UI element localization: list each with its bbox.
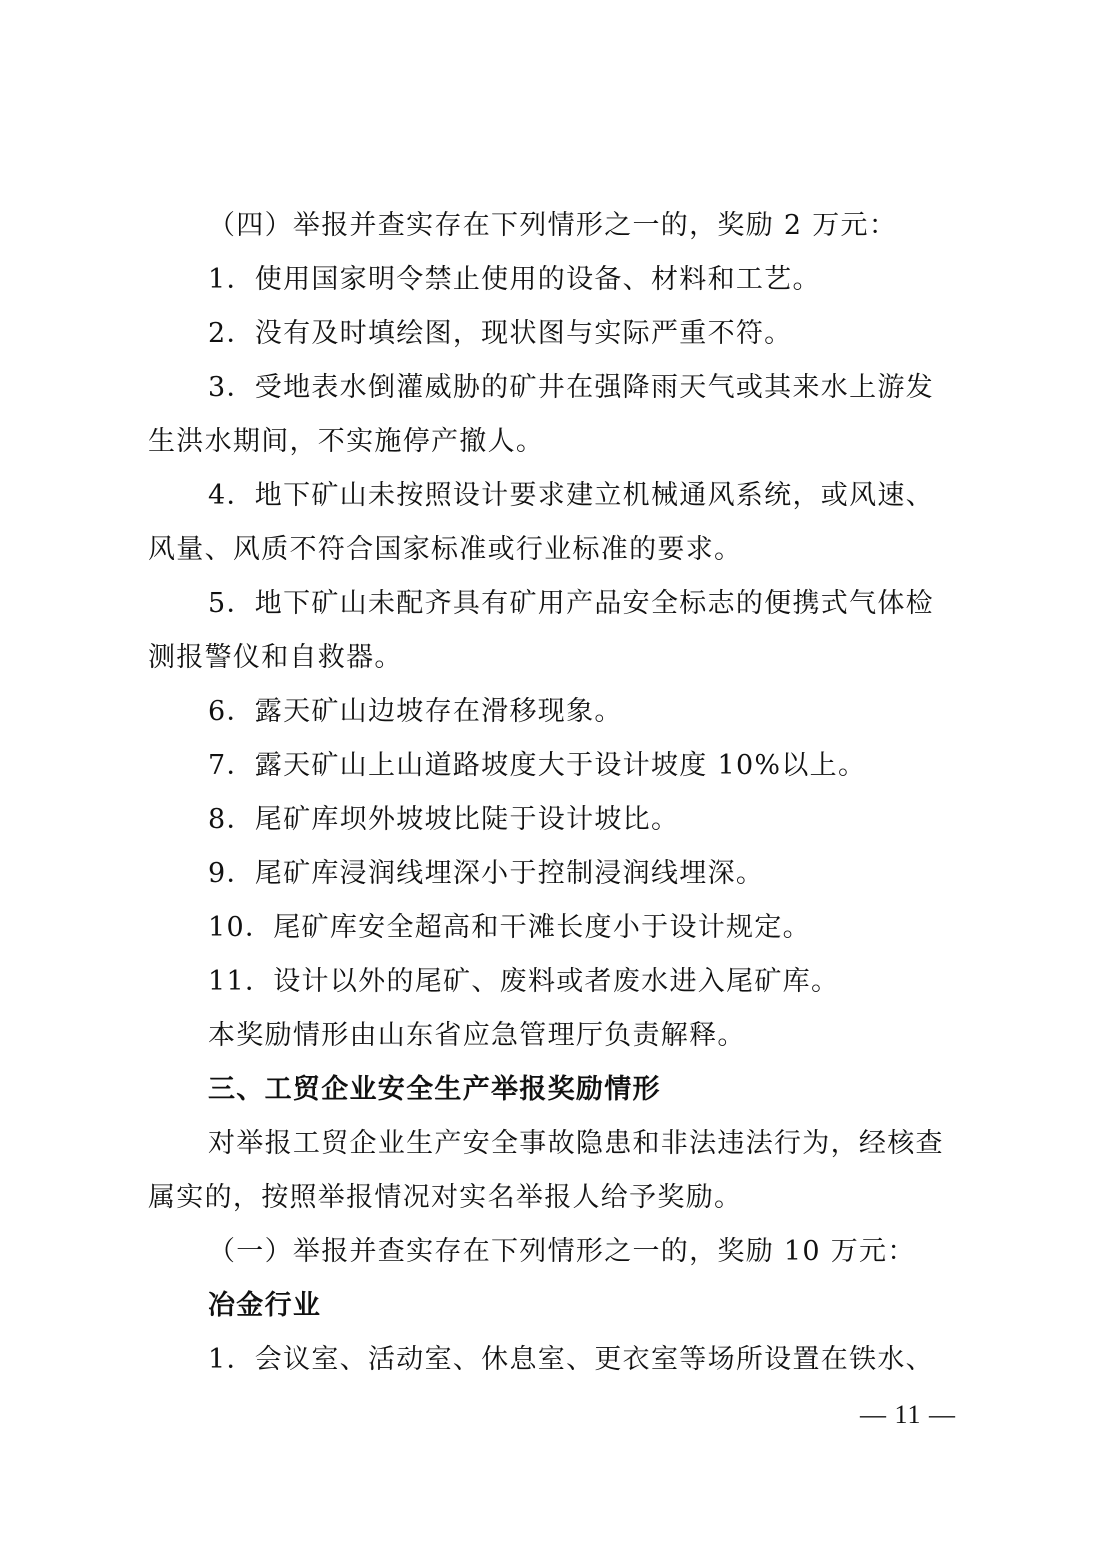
- item-10: 10．尾矿库安全超高和干滩长度小于设计规定。: [208, 912, 811, 943]
- item-4-line-1: 4．地下矿山未按照设计要求建立机械通风系统，或风速、: [208, 480, 934, 511]
- item-7: 7．露天矿山上山道路坡度大于设计坡度 10%以上。: [208, 750, 867, 781]
- metallurgy-item-1: 1．会议室、活动室、休息室、更衣室等场所设置在铁水、: [208, 1344, 934, 1375]
- item-11: 11．设计以外的尾矿、废料或者废水进入尾矿库。: [208, 966, 840, 997]
- item-5-line-1: 5．地下矿山未配齐具有矿用产品安全标志的便携式气体检: [208, 588, 934, 619]
- item-9: 9．尾矿库浸润线埋深小于控制浸润线埋深。: [208, 858, 765, 889]
- section-three-intro-line-2: 属实的，按照举报情况对实名举报人给予奖励。: [148, 1182, 743, 1213]
- section-three-heading: 三、工贸企业安全生产举报奖励情形: [208, 1074, 661, 1105]
- item-8: 8．尾矿库坝外坡坡比陡于设计坡比。: [208, 804, 680, 835]
- item-5-line-2: 测报警仪和自救器。: [148, 642, 403, 673]
- item-6: 6．露天矿山边坡存在滑移现象。: [208, 696, 623, 727]
- industry-heading: 冶金行业: [208, 1290, 322, 1321]
- page-number: — 11 —: [860, 1400, 957, 1429]
- item-3-line-1: 3．受地表水倒灌威胁的矿井在强降雨天气或其来水上游发: [208, 372, 934, 403]
- section-three-intro-line-1: 对举报工贸企业生产安全事故隐患和非法违法行为，经核查: [208, 1128, 944, 1159]
- item-4-line-2: 风量、风质不符合国家标准或行业标准的要求。: [148, 534, 743, 565]
- item-2: 2．没有及时填绘图，现状图与实际严重不符。: [208, 318, 793, 349]
- interpretation-note: 本奖励情形由山东省应急管理厅负责解释。: [208, 1020, 746, 1051]
- item-1: 1．使用国家明令禁止使用的设备、材料和工艺。: [208, 264, 821, 295]
- section-four-heading: （四）举报并查实存在下列情形之一的，奖励 2 万元：: [208, 210, 898, 241]
- subsection-one-heading: （一）举报并查实存在下列情形之一的，奖励 10 万元：: [208, 1236, 916, 1267]
- item-3-line-2: 生洪水期间，不实施停产撤人。: [148, 426, 545, 457]
